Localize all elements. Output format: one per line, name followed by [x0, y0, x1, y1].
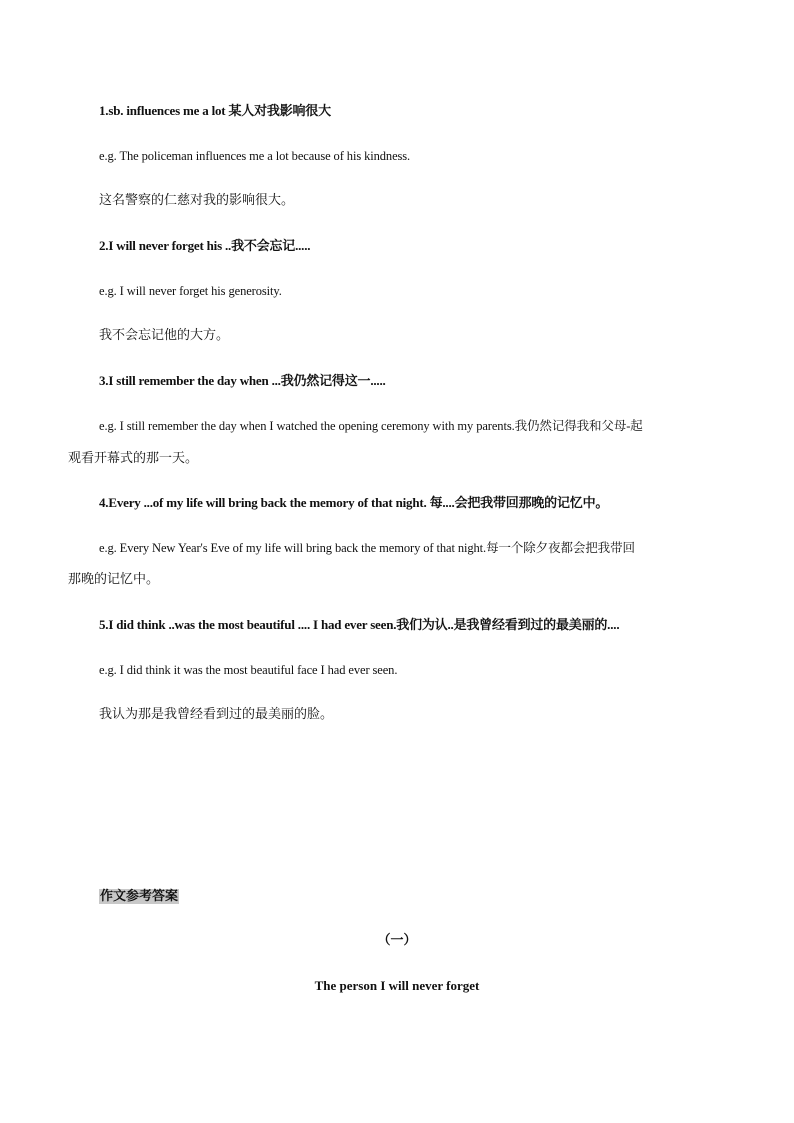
phrase-2-example: e.g. I will never forget his generosity.	[99, 284, 282, 298]
phrase-5-translation: 我认为那是我曾经看到过的最美丽的脸。	[99, 707, 334, 722]
phrase-5-heading: 5.I did think ..was the most beautiful .... I had ever seen.我们为认..是我曾经看到过的最美丽的....	[99, 617, 620, 632]
phrase-3-example-line2: 观看开幕式的那一天。	[68, 451, 199, 466]
answer-section-label	[99, 887, 179, 906]
phrase-2-translation: 我不会忘记他的大方。	[99, 328, 230, 343]
phrase-1-example: e.g. The policeman influences me a lot because of his kindness.	[99, 149, 411, 163]
phrase-4-example-line2: 那晚的记忆中。	[68, 572, 160, 587]
essay-title: The person I will never forget	[314, 978, 480, 993]
phrase-2-heading: 2.I will never forget his ..我不会忘记.....	[99, 238, 311, 253]
phrase-3-heading: 3.I still remember the day when ...我仍然记得这一.....	[99, 373, 386, 388]
phrase-4-example-line1: e.g. Every New Year's Eve of my life will bring back the memory of that night.每一个除夕夜都会把我带回	[99, 541, 635, 555]
phrase-5-example: e.g. I did think it was the most beautiful face I had ever seen.	[99, 663, 398, 677]
phrase-1-translation: 这名警察的仁慈对我的影响很大。	[99, 193, 295, 208]
phrase-4-heading: 4.Every ...of my life will bring back the memory of that night. 每....会把我带回那晚的记忆中。	[99, 495, 609, 510]
phrase-3-example-line1: e.g. I still remember the day when I watched the opening ceremony with my parents.我仍然记得我和父母-起	[99, 419, 643, 433]
phrase-1-heading: 1.sb. influences me a lot 某人对我影响很大	[99, 103, 331, 118]
essay-number: （一）	[377, 932, 417, 947]
answer-section-label-text: 作文参考答案	[100, 889, 179, 904]
